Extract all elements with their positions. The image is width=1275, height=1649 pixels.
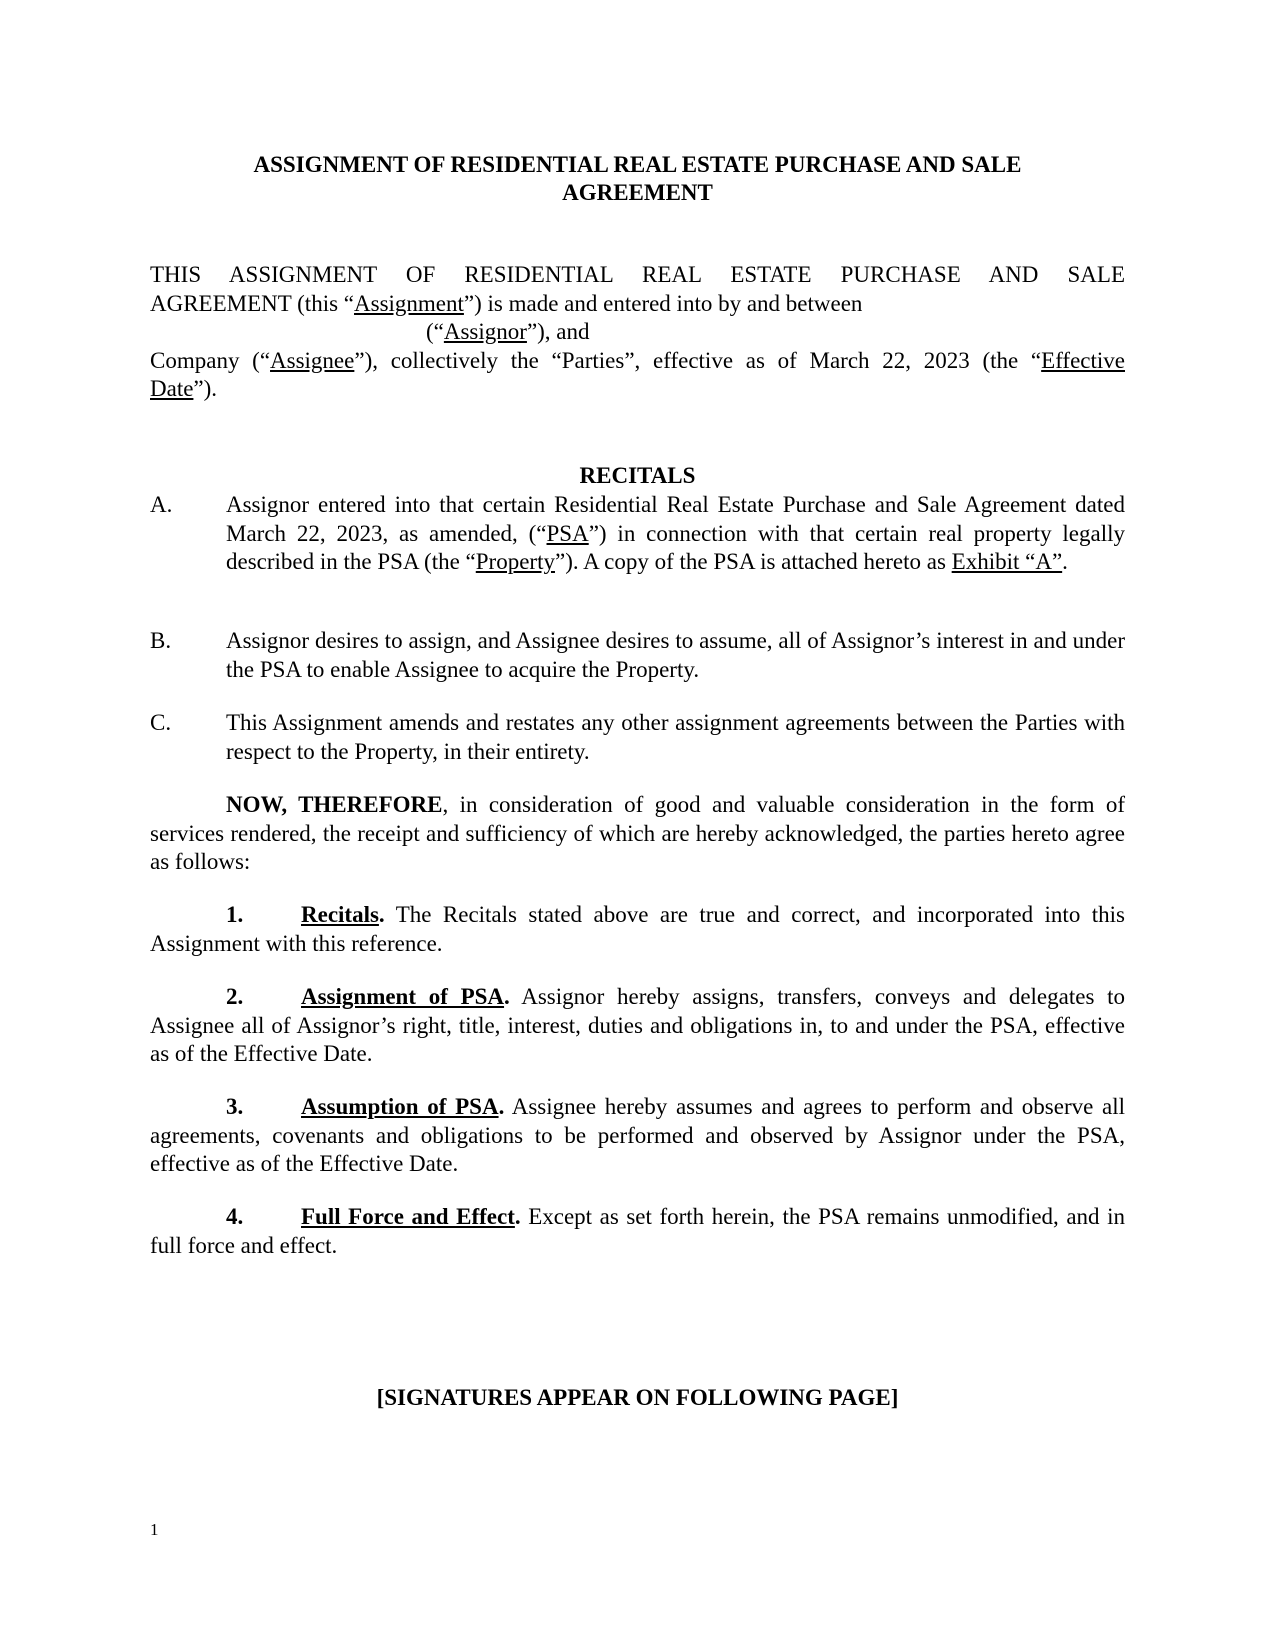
exhibit-a-reference: Exhibit “A” [951,549,1063,574]
section-4: 4. Full Force and Effect. Except as set forth herein, the PSA remains unmodified, and in full force and effect. [150,1204,1125,1258]
now-therefore-lead: NOW, THEREFORE [226,792,443,817]
recital-text: Assignor desires to assign, and Assignee desires to assume, all of Assignor’s interest in and under the PSA to enable Assignee to acquire the Property. [226,628,1125,682]
section-heading: Recitals [301,902,379,927]
section-number: 2. [226,984,244,1009]
recital-letter: B. [150,628,172,653]
recital-letter: C. [150,710,172,735]
section-1: 1. Recitals. The Recitals stated above are true and correct, and incorporated into this Assignment with this reference. [150,902,1125,956]
recital-text: This Assignment amends and restates any other assignment agreements between the Parties with respect to the Property, in their entirety. [226,710,1125,764]
recital-c [150,709,1125,766]
defined-term-assignor: Assignor [443,319,527,344]
defined-term-assignee: Assignee [270,347,355,373]
title-line-2: AGREEMENT [562,180,713,205]
title-line-1: ASSIGNMENT OF RESIDENTIAL REAL ESTATE PURCHASE AND SALE [253,152,1022,177]
intro-line-2: AGREEMENT (this “Assignment”) is made and entered into by and between [150,290,863,316]
page-number: 1 [150,1520,159,1539]
defined-term-assignment: Assignment [354,290,464,316]
intro-paragraph [150,261,1125,404]
document-title [150,151,1125,207]
section-heading: Full Force and Effect [301,1204,515,1229]
recital-text: Assignor entered into that certain Residential Real Estate Purchase and Sale Agreement dated March 22, 2023, as amended, (“PSA”) in connection with that certain real property legally described in the PSA (the “Property”). A copy of the PSA is attached hereto as Exhibit “A”. [226,492,1125,574]
intro-line-3: (“Assignor”), and [426,319,590,344]
section-number: 1. [226,902,244,927]
defined-term-property: Property [475,549,555,574]
intro-line-5: Date”). [150,376,218,401]
section-heading: Assumption of PSA [301,1094,499,1119]
intro-line-1: THIS ASSIGNMENT OF RESIDENTIAL REAL ESTATE PURCHASE AND SALE [150,262,1125,287]
intro-line-4: Company (“Assignee”), collectively the “Parties”, effective as of March 22, 2023 (the “Effective [150,347,1125,373]
recital-a [150,491,1125,577]
recital-b [150,627,1125,684]
section-number: 4. [226,1204,244,1229]
signatures-note: [SIGNATURES APPEAR ON FOLLOWING PAGE] [376,1385,899,1410]
recital-letter: A. [150,492,173,517]
recitals-heading: RECITALS [579,463,696,488]
now-therefore-paragraph: NOW, THEREFORE, in consideration of good and valuable consideration in the form of services rendered, the receipt and sufficiency of which are hereby acknowledged, the parties hereto agree as follows: [150,792,1125,874]
section-number: 3. [226,1094,244,1119]
section-2: 2. Assignment of PSA. Assignor hereby assigns, transfers, conveys and delegates to Assignee all of Assignor’s right, title, interest, duties and obligations in, to and under the PSA, effective as of the Effective Date. [150,984,1125,1066]
section-3: 3. Assumption of PSA. Assignee hereby assumes and agrees to perform and observe all agreements, covenants and obligations to be performed and observed by Assignor under the PSA, effective as of the Effective Date. [150,1094,1125,1176]
defined-term-psa: PSA [546,520,589,546]
section-heading: Assignment of PSA [301,984,505,1009]
